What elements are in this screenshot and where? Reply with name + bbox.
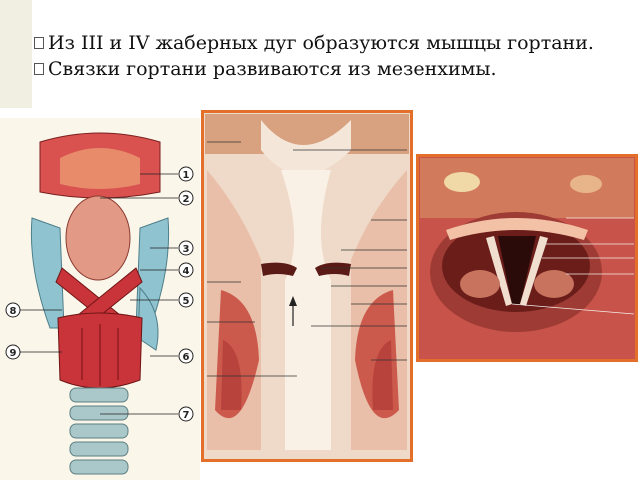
bullet-item bbox=[34, 56, 594, 82]
callout-6: 6 bbox=[182, 352, 190, 363]
bullet-text: Из III и IV жаберных дуг образуются мышцы гортани. bbox=[48, 32, 594, 54]
larynx-muscles-diagram bbox=[0, 118, 200, 480]
callout-4: 4 bbox=[182, 266, 190, 277]
bullet-list bbox=[34, 30, 594, 82]
bullet-text: Связки гортани развиваются из мезенхимы. bbox=[48, 58, 497, 80]
larynx-frontal-section-photo bbox=[201, 110, 413, 462]
callout-9: 9 bbox=[9, 348, 17, 359]
bullet-box-icon bbox=[34, 63, 44, 75]
callout-1: 1 bbox=[182, 170, 190, 181]
callout-5: 5 bbox=[182, 296, 190, 307]
laryngoscopy-vocal-cords-photo bbox=[416, 154, 638, 362]
callout-2: 2 bbox=[182, 194, 190, 205]
callout-8: 8 bbox=[9, 306, 17, 317]
callout-7: 7 bbox=[182, 410, 190, 421]
bullet-box-icon bbox=[34, 37, 44, 49]
bullet-item bbox=[34, 30, 594, 56]
callout-3: 3 bbox=[182, 244, 190, 255]
decorative-stripe bbox=[0, 0, 32, 108]
